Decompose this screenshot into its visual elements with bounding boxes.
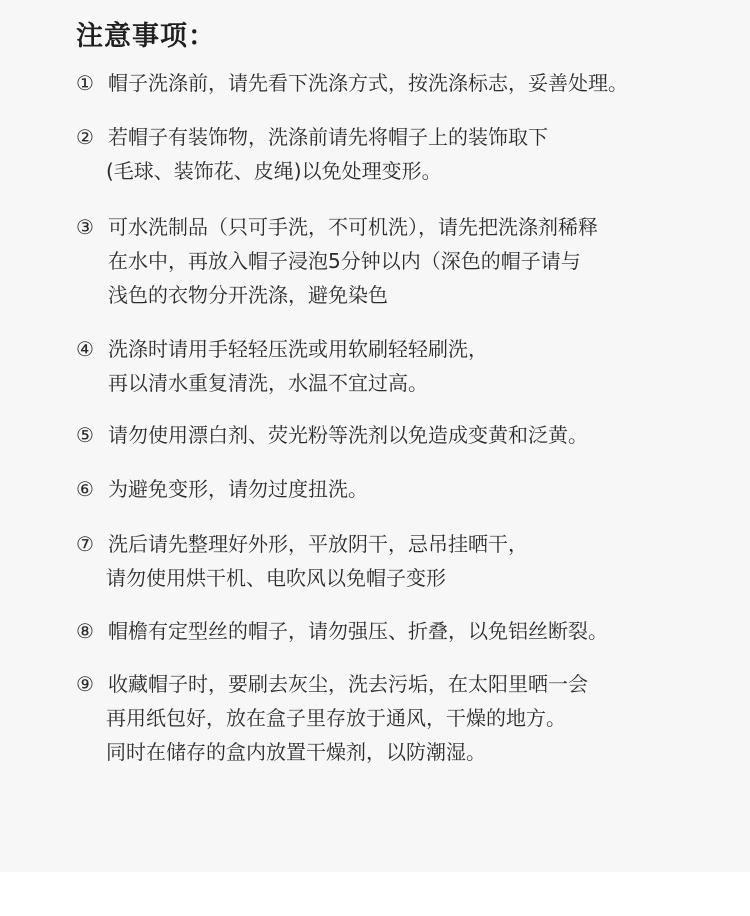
list-item <box>76 120 548 188</box>
item-number: ④ <box>76 337 94 361</box>
item-text: 帽檐有定型丝的帽子，请勿强压、折叠，以免铝丝断裂。 <box>108 619 608 643</box>
item-number: ⑤ <box>76 423 94 447</box>
item-text: 再用纸包好，放在盒子里存放于通风，干燥的地方。 <box>106 706 566 730</box>
list-item <box>76 614 608 648</box>
item-number: ⑧ <box>76 619 94 643</box>
item-number: ① <box>76 71 94 95</box>
item-text: 再以清水重复清洗，水温不宜过高。 <box>108 371 428 395</box>
item-text: 收藏帽子时，要刷去灰尘，洗去污垢，在太阳里晒一会 <box>108 672 588 696</box>
item-text: (毛球、装饰花、皮绳)以免处理变形。 <box>106 159 442 183</box>
item-number: ⑨ <box>76 672 94 696</box>
item-text: 若帽子有装饰物，洗涤前请先将帽子上的装饰取下 <box>108 125 548 149</box>
item-number: ⑥ <box>76 477 94 501</box>
list-item <box>76 527 528 595</box>
item-number: ③ <box>76 215 94 239</box>
item-text: 请勿使用漂白剂、荧光粉等洗剂以免造成变黄和泛黄。 <box>108 423 588 447</box>
item-number: ⑦ <box>76 532 94 556</box>
item-number: ② <box>76 125 94 149</box>
item-text: 洗涤时请用手轻轻压洗或用软刷轻轻刷洗， <box>108 337 488 361</box>
list-item <box>76 418 588 452</box>
bottom-band <box>0 872 750 916</box>
item-text: 为避免变形，请勿过度扭洗。 <box>108 477 368 501</box>
list-item <box>76 332 488 400</box>
item-text: 洗后请先整理好外形，平放阴干，忌吊挂晒干， <box>108 532 528 556</box>
list-item <box>76 210 598 312</box>
list-item <box>76 66 628 100</box>
item-text: 同时在储存的盒内放置干燥剂，以防潮湿。 <box>106 740 486 764</box>
item-text: 请勿使用烘干机、电吹风以免帽子变形 <box>106 566 446 590</box>
item-text: 在水中，再放入帽子浸泡5分钟以内（深色的帽子请与 <box>108 249 581 273</box>
list-item <box>76 667 588 769</box>
item-text: 帽子洗涤前，请先看下洗涤方式，按洗涤标志，妥善处理。 <box>108 71 628 95</box>
item-text: 浅色的衣物分开洗涤，避免染色 <box>108 283 388 307</box>
list-item <box>76 472 368 506</box>
item-text: 可水洗制品（只可手洗，不可机洗），请先把洗涤剂稀释 <box>108 215 598 239</box>
page-title: 注意事项： <box>76 21 216 52</box>
